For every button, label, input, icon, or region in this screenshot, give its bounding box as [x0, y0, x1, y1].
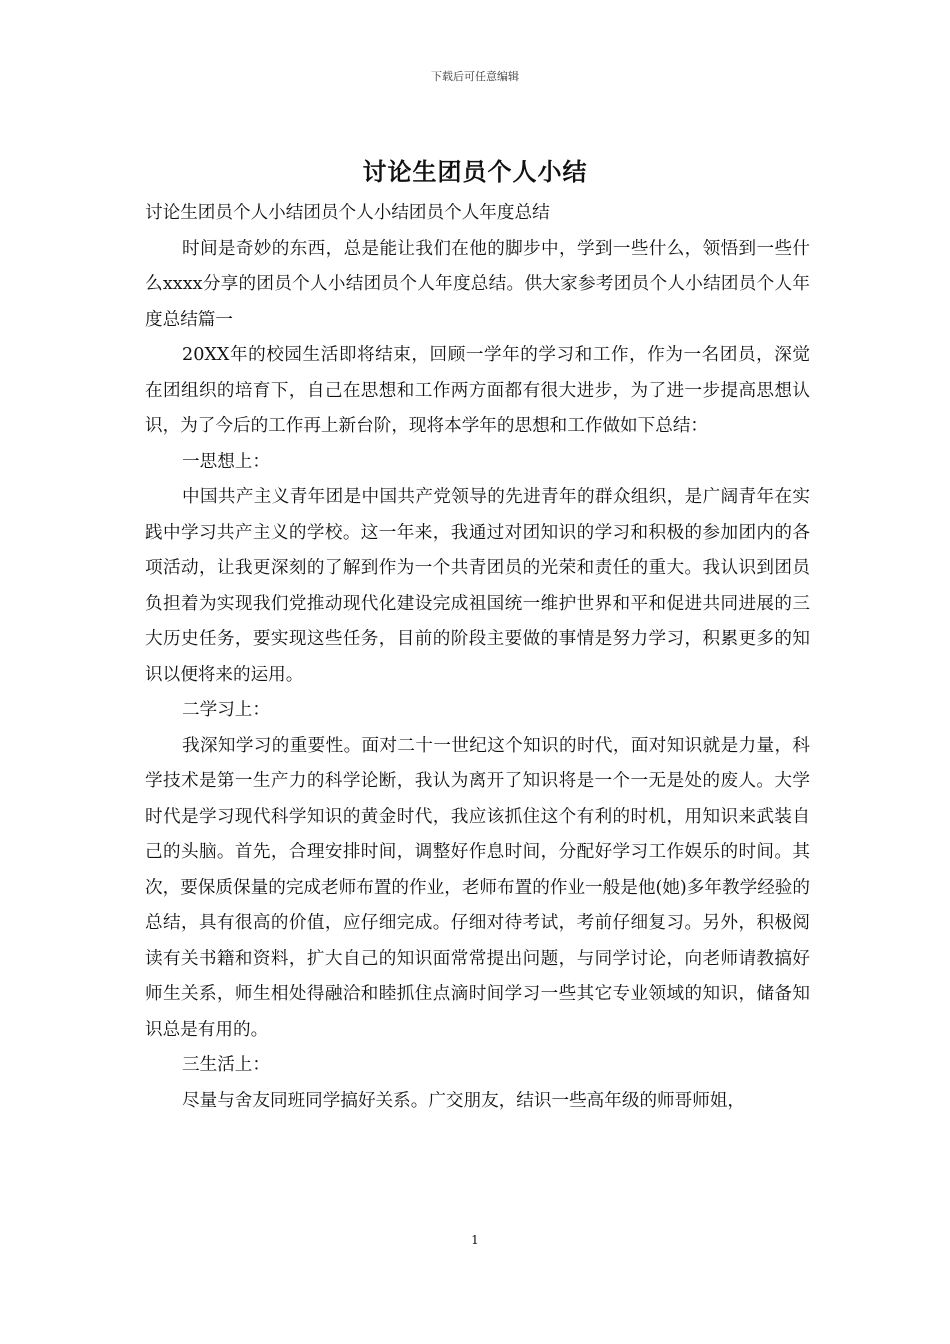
thought-paragraph: 中国共产主义青年团是中国共产党领导的先进青年的群众组织，是广阔青年在实践中学习共产主义的学校。这一年来，我通过对团知识的学习和积极的参加团内的各项活动，让我更深刻的了解到作为一个共青团员的光荣和责任的重大。我认识到团员负担着为实现我们党推动现代化建设完成祖国统一维护世界和平和促进共同进展的三大历史任务，要实现这些任务，目前的阶段主要做的事情是努力学习，积累更多的知识以便将来的运用。: [145, 487, 810, 685]
life-paragraph: 尽量与舍友同班同学搞好关系。广交朋友，结识一些高年级的师哥师姐，: [182, 1090, 746, 1111]
section-heading-life: 三生活上：: [182, 1055, 270, 1075]
section-heading-thought: 一思想上：: [182, 451, 270, 472]
document-title: 讨论生团员个人小结: [362, 157, 588, 186]
overview-paragraph: 20XX年的校园生活即将结束，回顾一学年的学习和工作，作为一名团员，深觉在团组织的培育下，自己在思想和工作两方面都有很大进步，为了进一步提高思想认识，为了今后的工作再上新台阶，现将本学年的思想和工作做如下总结：: [145, 345, 810, 436]
intro-paragraph: 时间是奇妙的东西，总是能让我们在他的脚步中，学到一些什么，领悟到一些什么xxxx分享的团员个人小结团员个人年度总结。供大家参考团员个人小结团员个人年度总结篇一: [145, 238, 810, 330]
study-paragraph: 我深知学习的重要性。面对二十一世纪这个知识的时代，面对知识就是力量，科学技术是第一生产力的科学论断，我认为离开了知识将是一个一无是处的废人。大学时代是学习现代科学知识的黄金时代，我应该抓住这个有利的时机，用知识来武装自己的头脑。首先，合理安排时间，调整好作息时间，分配好学习工作娱乐的时间。其次，要保质保量的完成老师布置的作业，老师布置的作业一般是他(她)多年教学经验的总结，具有很高的价值，应仔细完成。仔细对待考试，考前仔细复习。另外，积极阅读有关书籍和资料，扩大自己的知识面常常提出问题，与同学讨论，向老师请教搞好师生关系，师生相处得融洽和睦抓住点滴时间学习一些其它专业领域的知识，储备知识总是有用的。: [145, 735, 810, 1040]
page-number: 1: [471, 1233, 479, 1247]
subtitle-paragraph: 讨论生团员个人小结团员个人小结团员个人年度总结: [145, 203, 550, 223]
document-body: [145, 196, 810, 1119]
section-heading-study: 二学习上：: [182, 700, 270, 720]
header-note: 下载后可任意编辑: [431, 70, 519, 83]
